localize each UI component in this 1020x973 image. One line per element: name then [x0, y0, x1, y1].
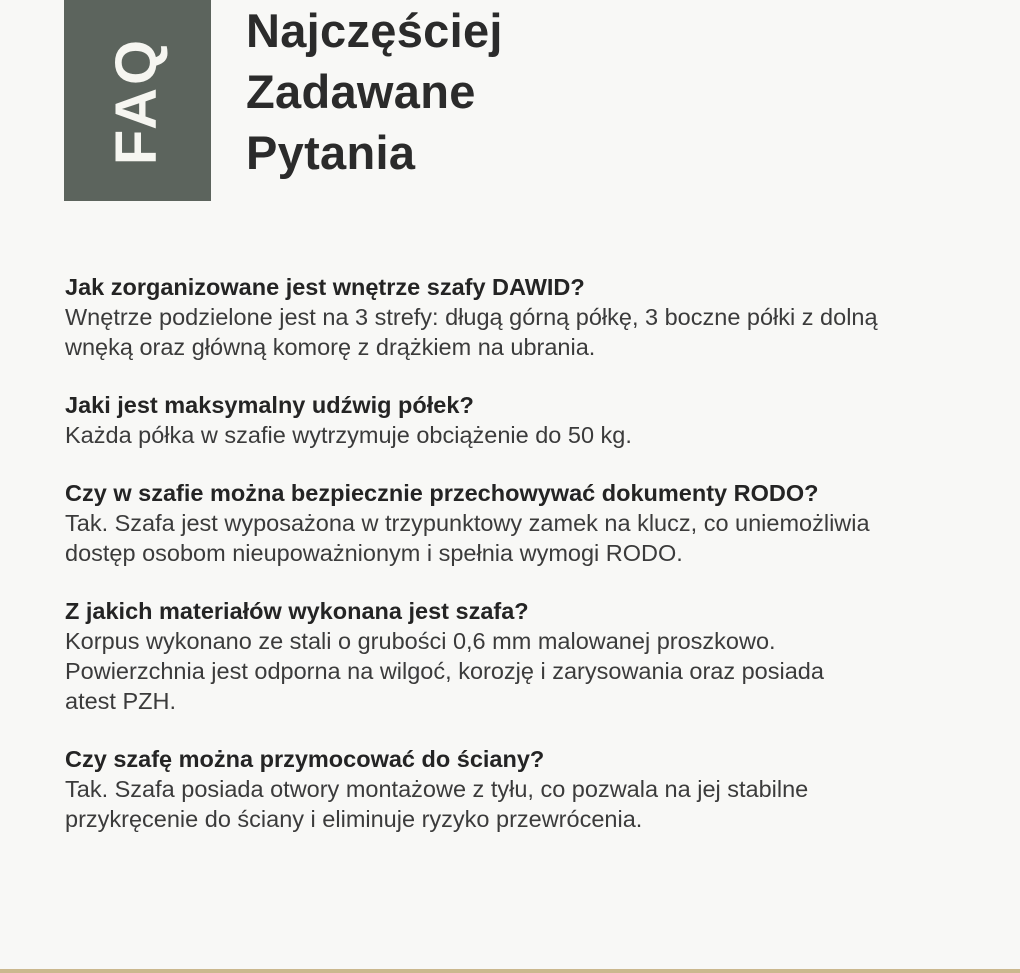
- faq-item: [65, 744, 965, 834]
- faq-answer-line: Tak. Szafa posiada otwory montażowe z tyłu, co pozwala na jej stabilne: [65, 776, 809, 802]
- faq-question: Czy szafę można przymocować do ściany?: [65, 746, 545, 772]
- faq-item: [65, 596, 965, 716]
- faq-item: [65, 390, 965, 450]
- faq-item: [65, 478, 965, 568]
- faq-answer-line: atest PZH.: [65, 688, 177, 714]
- faq-list: [65, 272, 965, 862]
- faq-answer-line: Korpus wykonano ze stali o grubości 0,6 mm malowanej proszkowo.: [65, 628, 776, 654]
- faq-answer-line: dostęp osobom nieupoważnionym i spełnia wymogi RODO.: [65, 540, 683, 566]
- faq-question: Z jakich materiałów wykonana jest szafa?: [65, 598, 529, 624]
- faq-answer-line: przykręcenie do ściany i eliminuje ryzyko przewrócenia.: [65, 806, 643, 832]
- faq-answer-line: wnęką oraz główną komorę z drążkiem na ubrania.: [65, 334, 596, 360]
- faq-question: Jak zorganizowane jest wnętrze szafy DAWID?: [65, 274, 585, 300]
- faq-answer-line: Każda półka w szafie wytrzymuje obciążenie do 50 kg.: [65, 422, 632, 448]
- faq-answer-line: Tak. Szafa jest wyposażona w trzypunktowy zamek na klucz, co uniemożliwia: [65, 510, 870, 536]
- page-title-line-1: Najczęściej: [246, 4, 503, 57]
- bottom-strip: [0, 969, 1020, 973]
- faq-item: [65, 272, 965, 362]
- page-title-line-3: Pytania: [246, 126, 416, 179]
- faq-question: Czy w szafie można bezpiecznie przechowywać dokumenty RODO?: [65, 480, 819, 506]
- faq-answer-line: Wnętrze podzielone jest na 3 strefy: długą górną półkę, 3 boczne półki z dolną: [65, 304, 878, 330]
- faq-badge: [64, 0, 211, 201]
- page-title: [246, 0, 503, 183]
- faq-question: Jaki jest maksymalny udźwig półek?: [65, 392, 474, 418]
- faq-answer-line: Powierzchnia jest odporna na wilgoć, korozję i zarysowania oraz posiada: [65, 658, 824, 684]
- page-title-line-2: Zadawane: [246, 65, 476, 118]
- faq-badge-label: FAQ: [104, 36, 170, 165]
